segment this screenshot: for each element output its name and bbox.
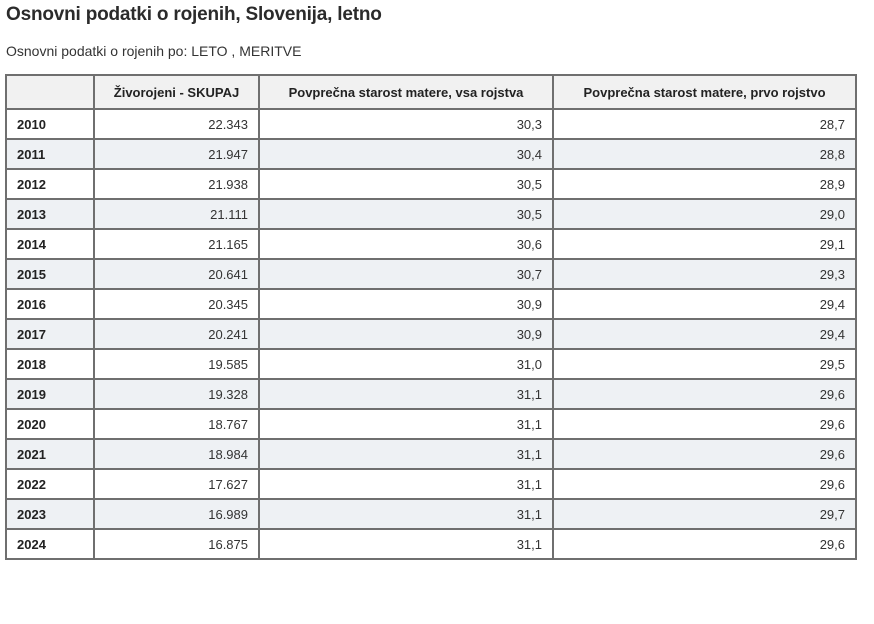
cell-mother-age-first: 28,9 bbox=[553, 169, 856, 199]
table-row bbox=[6, 139, 856, 169]
cell-mother-age-first: 29,6 bbox=[553, 529, 856, 559]
cell-live-births: 20.241 bbox=[94, 319, 259, 349]
cell-live-births: 20.641 bbox=[94, 259, 259, 289]
cell-live-births: 18.984 bbox=[94, 439, 259, 469]
cell-live-births: 21.938 bbox=[94, 169, 259, 199]
cell-mother-age-first: 29,1 bbox=[553, 229, 856, 259]
cell-mother-age-first: 29,7 bbox=[553, 499, 856, 529]
cell-mother-age-all: 31,0 bbox=[259, 349, 553, 379]
cell-mother-age-all: 31,1 bbox=[259, 469, 553, 499]
cell-mother-age-all: 30,9 bbox=[259, 319, 553, 349]
cell-mother-age-all: 31,1 bbox=[259, 499, 553, 529]
column-header-year bbox=[6, 75, 94, 109]
cell-mother-age-first: 28,8 bbox=[553, 139, 856, 169]
column-header-mother-age-all: Povprečna starost matere, vsa rojstva bbox=[259, 75, 553, 109]
cell-mother-age-all: 30,9 bbox=[259, 289, 553, 319]
table-row bbox=[6, 409, 856, 439]
column-header-mother-age-first: Povprečna starost matere, prvo rojstvo bbox=[553, 75, 856, 109]
cell-mother-age-all: 30,7 bbox=[259, 259, 553, 289]
row-year: 2024 bbox=[6, 529, 94, 559]
table-row bbox=[6, 469, 856, 499]
cell-mother-age-all: 30,6 bbox=[259, 229, 553, 259]
row-year: 2016 bbox=[6, 289, 94, 319]
table-row bbox=[6, 229, 856, 259]
cell-mother-age-first: 29,6 bbox=[553, 469, 856, 499]
cell-mother-age-all: 30,4 bbox=[259, 139, 553, 169]
cell-mother-age-all: 31,1 bbox=[259, 409, 553, 439]
row-year: 2018 bbox=[6, 349, 94, 379]
cell-mother-age-first: 29,6 bbox=[553, 439, 856, 469]
cell-mother-age-first: 29,0 bbox=[553, 199, 856, 229]
table-row bbox=[6, 349, 856, 379]
row-year: 2023 bbox=[6, 499, 94, 529]
table-row bbox=[6, 319, 856, 349]
table-row bbox=[6, 529, 856, 559]
table-row bbox=[6, 259, 856, 289]
table-row bbox=[6, 379, 856, 409]
row-year: 2019 bbox=[6, 379, 94, 409]
page-subtitle: Osnovni podatki o rojenih po: LETO , MERITVE bbox=[6, 43, 302, 59]
cell-live-births: 22.343 bbox=[94, 109, 259, 139]
cell-mother-age-all: 30,3 bbox=[259, 109, 553, 139]
cell-mother-age-all: 31,1 bbox=[259, 379, 553, 409]
births-table bbox=[5, 74, 857, 560]
cell-mother-age-all: 31,1 bbox=[259, 529, 553, 559]
row-year: 2017 bbox=[6, 319, 94, 349]
cell-mother-age-first: 28,7 bbox=[553, 109, 856, 139]
cell-live-births: 20.345 bbox=[94, 289, 259, 319]
cell-live-births: 19.585 bbox=[94, 349, 259, 379]
page-title: Osnovni podatki o rojenih, Slovenija, letno bbox=[6, 4, 382, 25]
table-row bbox=[6, 289, 856, 319]
row-year: 2012 bbox=[6, 169, 94, 199]
cell-mother-age-first: 29,5 bbox=[553, 349, 856, 379]
cell-live-births: 21.947 bbox=[94, 139, 259, 169]
cell-mother-age-all: 30,5 bbox=[259, 199, 553, 229]
row-year: 2010 bbox=[6, 109, 94, 139]
row-year: 2015 bbox=[6, 259, 94, 289]
cell-live-births: 21.111 bbox=[94, 199, 259, 229]
table-row bbox=[6, 169, 856, 199]
table-row bbox=[6, 109, 856, 139]
table-body bbox=[6, 109, 856, 559]
row-year: 2013 bbox=[6, 199, 94, 229]
cell-mother-age-first: 29,4 bbox=[553, 319, 856, 349]
cell-live-births: 16.989 bbox=[94, 499, 259, 529]
cell-mother-age-all: 30,5 bbox=[259, 169, 553, 199]
column-header-live-births: Živorojeni - SKUPAJ bbox=[94, 75, 259, 109]
cell-mother-age-first: 29,4 bbox=[553, 289, 856, 319]
table-row bbox=[6, 439, 856, 469]
cell-mother-age-first: 29,3 bbox=[553, 259, 856, 289]
cell-mother-age-first: 29,6 bbox=[553, 409, 856, 439]
cell-mother-age-first: 29,6 bbox=[553, 379, 856, 409]
row-year: 2021 bbox=[6, 439, 94, 469]
cell-live-births: 21.165 bbox=[94, 229, 259, 259]
row-year: 2014 bbox=[6, 229, 94, 259]
row-year: 2011 bbox=[6, 139, 94, 169]
cell-live-births: 16.875 bbox=[94, 529, 259, 559]
cell-live-births: 17.627 bbox=[94, 469, 259, 499]
row-year: 2022 bbox=[6, 469, 94, 499]
table-row bbox=[6, 199, 856, 229]
cell-live-births: 18.767 bbox=[94, 409, 259, 439]
table-row bbox=[6, 499, 856, 529]
cell-mother-age-all: 31,1 bbox=[259, 439, 553, 469]
cell-live-births: 19.328 bbox=[94, 379, 259, 409]
table-header-row bbox=[6, 75, 856, 109]
row-year: 2020 bbox=[6, 409, 94, 439]
